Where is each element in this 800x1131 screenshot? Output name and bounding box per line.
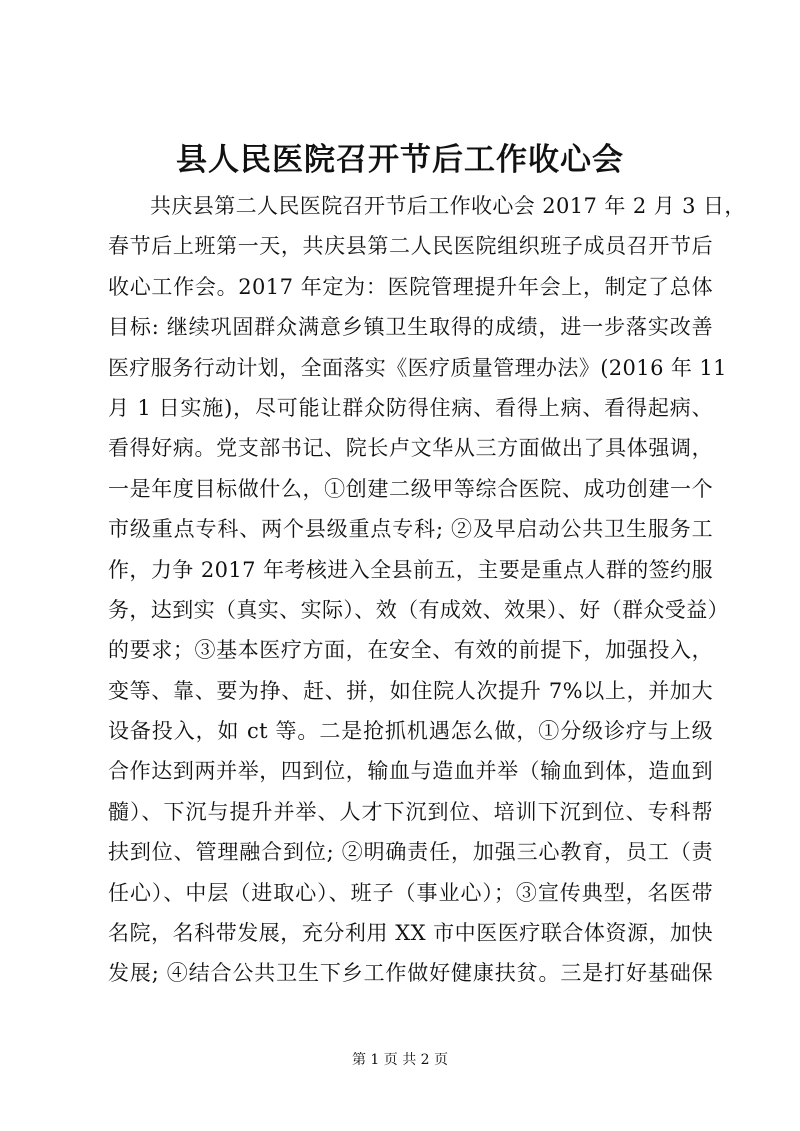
body-line: 发展; ④结合公共卫生下乡工作做好健康扶贫。三是打好基础保 — [108, 961, 713, 986]
body-line: 髓）、下沉与提升并举、人才下沉到位、培训下沉到位、专科帮 — [108, 799, 713, 824]
body-line: 月 1 日实施)，尽可能让群众防得住病、看得上病、看得起病、 — [108, 395, 713, 420]
body-line: 医疗服务行动计划，全面落实《医疗质量管理办法》(2016 年 11 — [108, 355, 727, 380]
body-line: 市级重点专科、两个县级重点专科; ②及早启动公共卫生服务工 — [108, 517, 713, 542]
body-line: 的要求；③基本医疗方面，在安全、有效的前提下，加强投入， — [108, 638, 713, 663]
body-line: 名院，名科带发展，充分利用 XX 市中医医疗联合体资源，加快 — [108, 921, 713, 946]
body-line: 收心工作会。2017 年定为：医院管理提升年会上，制定了总体 — [108, 274, 713, 299]
document-body — [108, 186, 746, 994]
body-line: 春节后上班第一天，共庆县第二人民医院组织班子成员召开节后 — [108, 234, 713, 259]
body-line: 扶到位、管理融合到位; ②明确责任，加强三心教育，员工（责 — [108, 840, 713, 865]
body-line: 变等、靠、要为挣、赶、拼，如住院人次提升 7%以上，并加大 — [108, 678, 713, 703]
body-line: 看得好病。党支部书记、院长卢文华从三方面做出了具体强调， — [108, 436, 713, 461]
page-number-label: 第 1 页 共 2 页 — [351, 1052, 449, 1068]
body-line: 一是年度目标做什么，①创建二级甲等综合医院、成功创建一个 — [108, 476, 713, 501]
body-line: 目标: 继续巩固群众满意乡镇卫生取得的成绩，进一步落实改善 — [108, 315, 713, 340]
body-line: 共庆县第二人民医院召开节后工作收心会 2017 年 2 月 3 日， — [150, 194, 746, 218]
document-title: 县人民医院召开节后工作收心会 — [176, 142, 624, 178]
body-line: 务，达到实（真实、实际）、效（有成效、效果）、好（群众受益） — [108, 597, 729, 622]
body-line: 合作达到两并举，四到位，输血与造血并举（输血到体，造血到 — [108, 759, 713, 784]
body-line: 作，力争 2017 年考核进入全县前五，主要是重点人群的签约服 — [108, 557, 713, 582]
body-line: 设备投入，如 ct 等。二是抢抓机遇怎么做，①分级诊疗与上级 — [108, 719, 713, 744]
page-footer — [0, 1050, 800, 1070]
body-line: 任心）、中层（进取心）、班子（事业心）；③宣传典型，名医带 — [108, 880, 713, 905]
